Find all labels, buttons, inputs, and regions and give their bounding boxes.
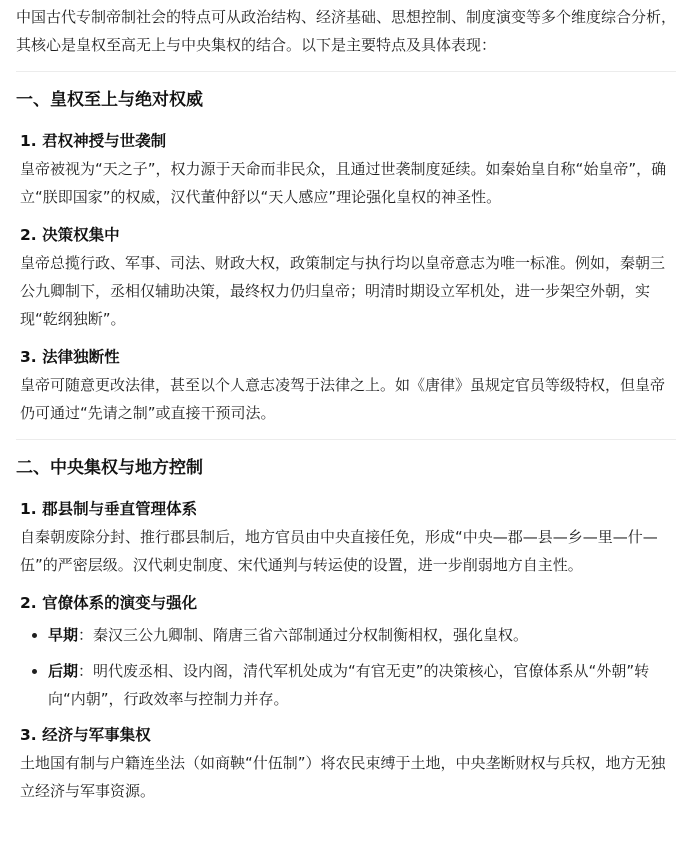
subsection-title: 2. 官僚体系的演变与强化 xyxy=(20,594,198,612)
bullet-text: ：秦汉三公九卿制、隋唐三省六部制通过分权制衡相权，强化皇权。 xyxy=(78,626,529,644)
subsection-text: 皇帝可随意更改法律，甚至以个人意志凌驾于法律之上。如《唐律》虽规定官员等级特权，但皇帝仍可通过“先请之制”或直接干预司法。 xyxy=(20,376,666,422)
subsection-bureaucracy xyxy=(16,589,676,713)
subsection-title: 1. 君权神授与世袭制 xyxy=(20,132,167,150)
subsection-title: 3. 法律独断性 xyxy=(20,348,120,366)
subsection-legal-arbitrariness xyxy=(16,343,676,427)
section-centralization xyxy=(16,453,676,805)
list-item xyxy=(38,621,676,649)
subsection-title: 3. 经济与军事集权 xyxy=(20,726,151,744)
subsection-text: 土地国有制与户籍连坐法（如商鞅“什伍制”）将农民束缚于土地，中央垄断财权与兵权，地方无独立经济与军事资源。 xyxy=(20,754,666,800)
subsection-divine-right xyxy=(16,127,676,211)
subsection-decision-power xyxy=(16,221,676,333)
subsection-economic-military xyxy=(16,721,676,805)
subsection-title: 1. 郡县制与垂直管理体系 xyxy=(20,500,198,518)
subsection-text: 皇帝总揽行政、军事、司法、财政大权，政策制定与执行均以皇帝意志为唯一标准。例如，秦朝三公九卿制下，丞相仅辅助决策，最终权力仍归皇帝；明清时期设立军机处，进一步架空外朝，实现“乾纲独断”。 xyxy=(20,254,666,328)
list-item xyxy=(38,657,676,713)
bullet-label: 早期 xyxy=(48,626,79,644)
bullet-label: 后期 xyxy=(48,662,79,680)
subsection-title: 2. 决策权集中 xyxy=(20,226,120,244)
article xyxy=(0,3,690,805)
section-heading: 一、皇权至上与绝对权威 xyxy=(16,90,203,110)
subsection-text: 皇帝被视为“天之子”，权力源于天命而非民众，且通过世袭制度延续。如秦始皇自称“始皇帝”，确立“朕即国家”的权威，汉代董仲舒以“天人感应”理论强化皇权的神圣性。 xyxy=(20,160,667,206)
section-heading: 二、中央集权与地方控制 xyxy=(16,458,203,478)
bullet-list xyxy=(16,621,676,713)
divider xyxy=(16,71,676,72)
divider xyxy=(16,439,676,440)
section-imperial-supremacy xyxy=(16,85,676,427)
subsection-text: 自秦朝废除分封、推行郡县制后，地方官员由中央直接任免，形成“中央—郡—县—乡—里—什—伍”的严密层级。汉代刺史制度、宋代通判与转运使的设置，进一步削弱地方自主性。 xyxy=(20,528,658,574)
subsection-prefecture-system xyxy=(16,495,676,579)
bullet-text: ：明代废丞相、设内阁，清代军机处成为“有官无吏”的决策核心，官僚体系从“外朝”转向“内朝”，行政效率与控制力并存。 xyxy=(48,662,650,708)
intro-paragraph: 中国古代专制帝制社会的特点可从政治结构、经济基础、思想控制、制度演变等多个维度综合分析，其核心是皇权至高无上与中央集权的结合。以下是主要特点及具体表现： xyxy=(16,8,677,54)
